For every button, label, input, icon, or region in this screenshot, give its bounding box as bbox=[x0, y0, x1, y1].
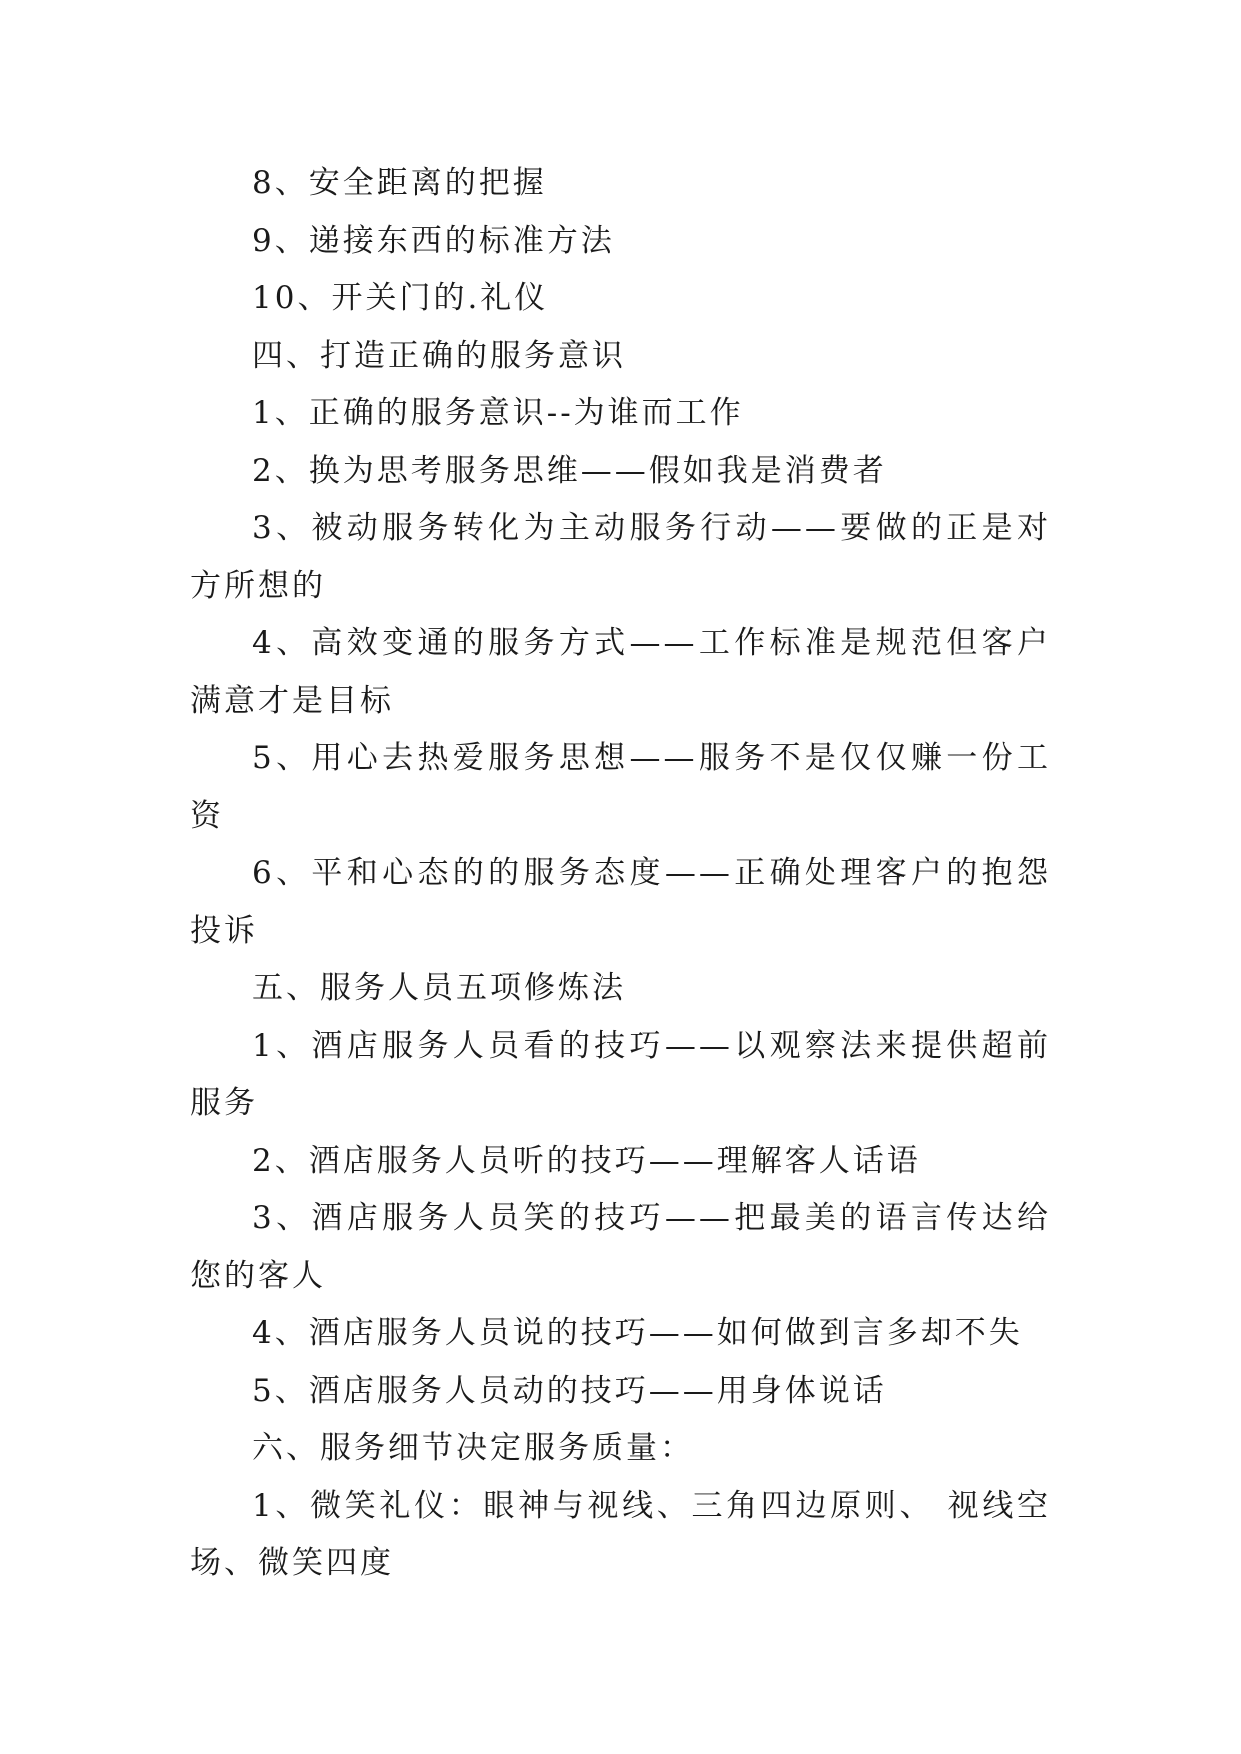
paragraph: 5、酒店服务人员动的技巧——用身体说话 bbox=[252, 1372, 887, 1409]
paragraph: 9、递接东西的标准方法 bbox=[252, 222, 615, 259]
section-heading: 六、服务细节决定服务质量： bbox=[252, 1430, 694, 1466]
paragraph: 10、开关门的.礼仪 bbox=[252, 280, 549, 316]
section-heading: 五、服务人员五项修炼法 bbox=[252, 970, 626, 1006]
paragraph: 1、正确的服务意识--为谁而工作 bbox=[252, 395, 744, 431]
paragraph: 4、酒店服务人员说的技巧——如何做到言多却不失 bbox=[252, 1315, 1023, 1351]
paragraph: 3、被动服务转化为主动服务行动——要做的正是对方所想的 bbox=[190, 510, 1051, 604]
paragraph: 2、酒店服务人员听的技巧——理解客人话语 bbox=[252, 1142, 921, 1179]
document-body bbox=[190, 155, 1051, 1593]
paragraph: 3、酒店服务人员笑的技巧——把最美的语言传达给您的客人 bbox=[190, 1200, 1051, 1294]
paragraph: 2、换为思考服务思维——假如我是消费者 bbox=[252, 452, 887, 489]
paragraph: 6、平和心态的的服务态度——正确处理客户的抱怨投诉 bbox=[190, 855, 1051, 949]
section-heading: 四、打造正确的服务意识 bbox=[252, 337, 626, 374]
paragraph: 8、安全距离的把握 bbox=[252, 165, 547, 201]
paragraph: 4、高效变通的服务方式——工作标准是规范但客户满意才是目标 bbox=[190, 625, 1051, 719]
paragraph: 5、用心去热爱服务思想——服务不是仅仅赚一份工资 bbox=[190, 740, 1051, 834]
paragraph: 1、酒店服务人员看的技巧——以观察法来提供超前服务 bbox=[190, 1027, 1051, 1121]
paragraph: 1、微笑礼仪：眼神与视线、三角四边原则、 视线空场、微笑四度 bbox=[190, 1487, 1051, 1581]
